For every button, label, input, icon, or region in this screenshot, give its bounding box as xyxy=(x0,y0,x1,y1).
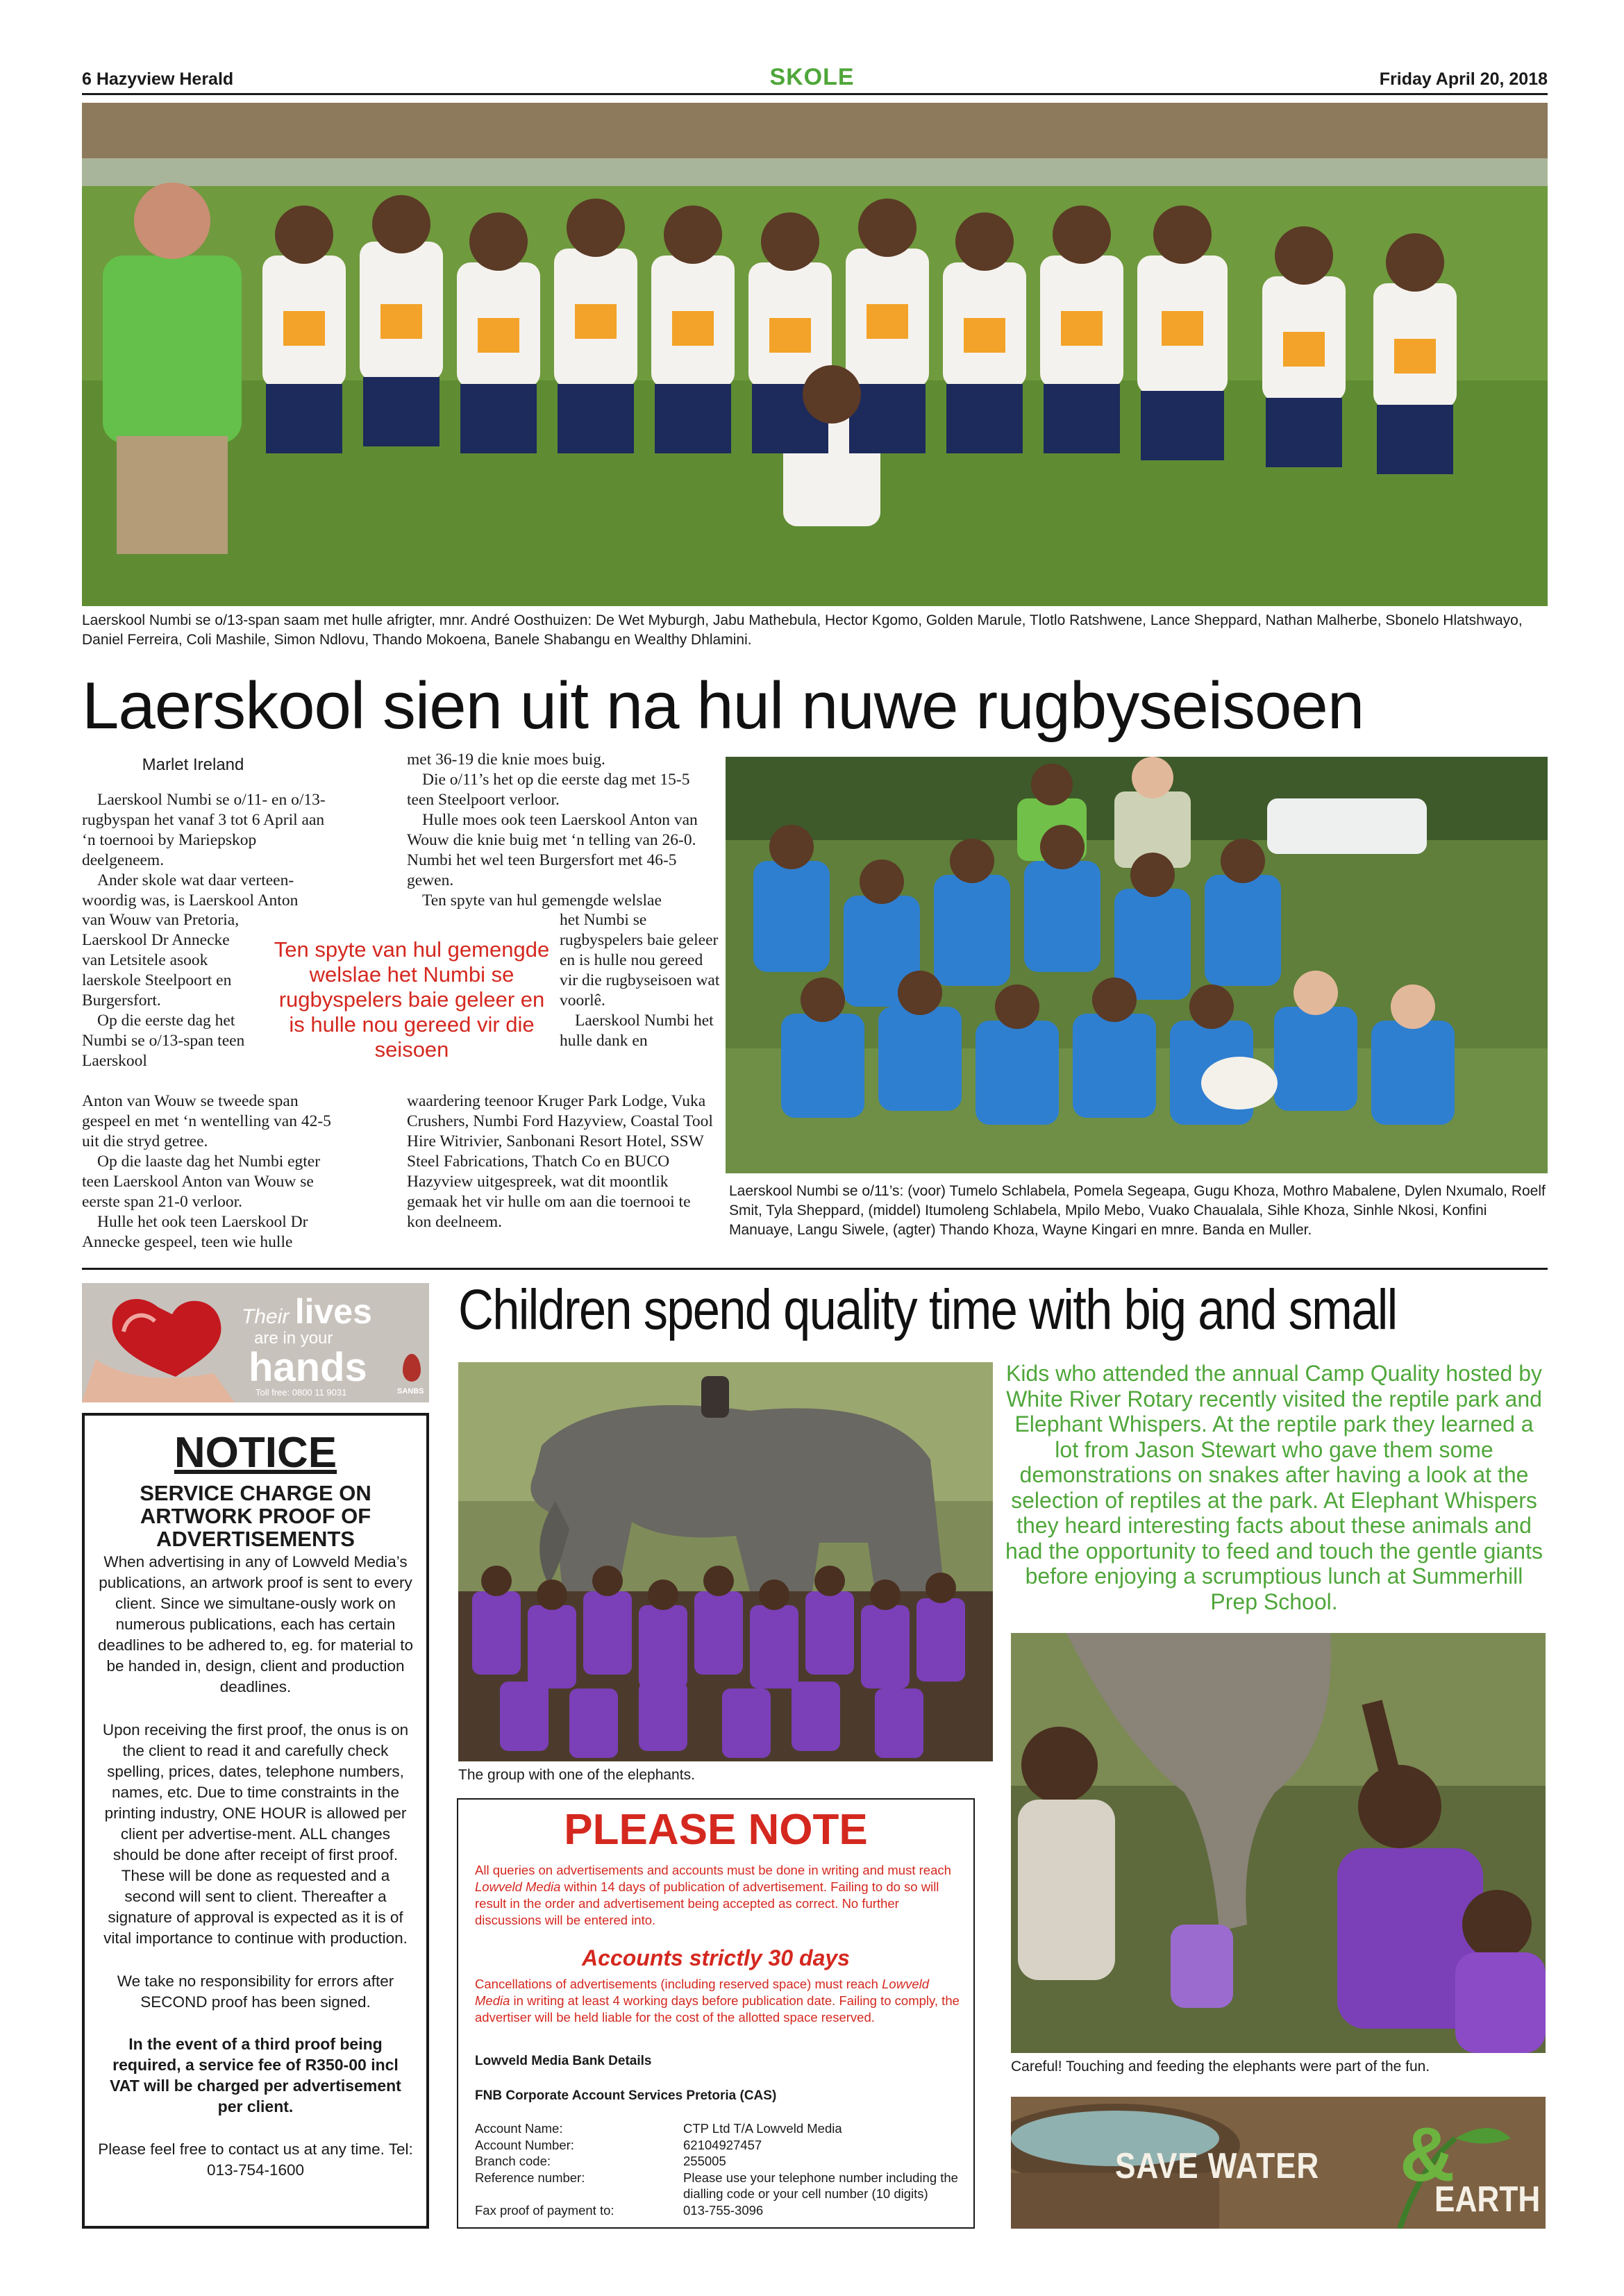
notice-paragraph: We take no responsibility for errors after SECOND proof has been signed. xyxy=(117,1972,394,2011)
top-photo-caption: Laerskool Numbi se o/13-span saam met hulle afrigter, mnr. André Oosthuizen: De Wet Myburgh, Jabu Mathebula, Hector Kgomo, Golden Marule, Tlotlo Ratshwene, Lance Sheppard, Nathan Malherbe, Sbonelo Hlatshwayo, Daniel Ferreira, Coli Mashile, Simon Ndlovu, Thando Mokoena, Banele Shabangu en Wealthy Dhlamini. xyxy=(82,612,1523,648)
elephant-group-caption: The group with one of the elephants. xyxy=(458,1767,695,1783)
lives-hands: hands xyxy=(249,1345,367,1390)
story-paragraph: met 36-19 die knie moes buig. xyxy=(407,751,605,769)
story-column-2-bottom xyxy=(407,1091,717,1232)
children-intro: Kids who attended the annual Camp Quality hosted by White River Rotary recently visited the reptile park and Elephant Whispers. At the reptile park they learned a lot from Jason Stewart who gave them some demonstrations on snakes after having a look at the selection of reptiles at the park. At Elephant Whispers they heard interesting facts about these animals and had the opportunity to feed and touch the gentle giants before enjoying a scrumptious lunch at Summerhill Prep School. xyxy=(1005,1361,1543,1614)
story-paragraph: Ten spyte van hul gemengde welslae xyxy=(422,891,662,910)
elephant-feeding-caption: Careful! Touching and feeding the elephants were part of the fun. xyxy=(1011,2059,1430,2075)
sanbs-logo-text: SANBS xyxy=(397,1387,424,1396)
lives-word-lives: lives xyxy=(294,1292,372,1331)
page-folio: 6 Hazyview Herald xyxy=(82,69,234,89)
save-water-text: SAVE WATER xyxy=(1115,2146,1320,2186)
story-paragraph: Op die laaste dag het Numbi egter teen Laerskool Anton van Wouw se eerste span 21-0 verloor. xyxy=(82,1153,321,1211)
story-column-1-bottom xyxy=(82,1091,332,1252)
accounts-heading: Accounts strictly 30 days xyxy=(582,1945,850,1970)
blood-drop-icon xyxy=(403,1354,421,1382)
u11-team-photo xyxy=(726,757,1548,1173)
bank-row: Account Number: 62104927457 xyxy=(475,2137,762,2152)
bank-row: Branch code: 255005 xyxy=(475,2154,726,2168)
story-column-1-top xyxy=(82,790,332,911)
children-headline: Children spend quality time with big and small xyxy=(458,1278,1397,1341)
rugby-team-photo xyxy=(82,103,1548,606)
u11-photo-caption: Laerskool Numbi se o/11’s: (voor) Tumelo Schlabela, Pomela Segeapa, Gugu Khoza, Mothro Mabalene, Dylen Nxumalo, Roelf Smit, Tyla Sheppard, (middel) Itumoleng Schlabela, Mpilo Mebo, Vuako Chaualala, Sihle Khoza, Sinhle Nkosi, Konfini Manuaye, Langu Siwele, (agter) Thando Khoza, Wayne Kingari en mnre. Banda en Muller. xyxy=(729,1183,1546,1238)
ampersand: & xyxy=(1400,2112,1455,2197)
pull-quote: Ten spyte van hul gemengde welslae het Numbi se rugbyspelers baie geleer en is hulle nou gereed vir die seisoen xyxy=(274,937,550,1062)
notice-fee-paragraph: In the event of a third proof being required, a service fee of R350-00 incl VAT will be charged per advertisement per client. xyxy=(110,2035,401,2115)
story-paragraph: Anton van Wouw se tweede span gespeel en met ‘n wentelling van 42-5 uit die stryd getree. xyxy=(82,1092,331,1150)
story-column-2-narrow xyxy=(560,910,721,1051)
story-paragraph: van Wouw van Pretoria, Laerskool Dr Annecke van Letsitele asook laerskole Steelpoort en Burgersfort. xyxy=(82,911,240,1009)
story-paragraph: Ander skole wat daar verteen-woordig was, is Laerskool Anton xyxy=(82,871,299,910)
story-column-2-top xyxy=(407,750,717,911)
lives-line2: are in your xyxy=(254,1329,333,1348)
notice-contact: Please feel free to contact us at any time. Tel: 013-754-1600 xyxy=(98,2140,413,2179)
bank-row: Reference number: Please use your telephone number including the dialling code or your cell number (10 digits) xyxy=(475,2170,958,2201)
please-note-cancellations: Cancellations of advertisements (including reserved space) must reach Lowveld Media in writing at least 4 working days before publication date. Failing to comply, the advertiser will be held liable for the cost of the allotted space reserved. xyxy=(475,1977,960,2025)
notice-subtitle: SERVICE CHARGE ON ARTWORK PROOF OF ADVERTISEMENTS xyxy=(140,1481,371,1551)
earth-text: EARTH xyxy=(1434,2179,1541,2220)
section-title: SKOLE xyxy=(769,64,855,90)
story-column-1-narrow xyxy=(82,910,246,1071)
issue-date: Friday April 20, 2018 xyxy=(1379,69,1548,89)
lives-word-their: Their xyxy=(242,1305,295,1328)
notice-paragraph: Upon receiving the first proof, the onus is on the client to read it and carefully check spelling, prices, dates, telephone numbers, names, etc. Due to time constraints in the printing industry, ONE HOUR is allowed per client per advertise-ment. ALL changes should be done after receipt of first proof. These will be done as requested and a second will sent to client. Thereafter a signature of approval is expected as it is of vital importance to continue with production. xyxy=(102,1721,409,1947)
notice-box xyxy=(82,1413,429,2229)
story-paragraph: het Numbi se rugbyspelers baie geleer en is hulle nou gereed vir die rugbyseisoen wat voorlê. xyxy=(560,911,720,1009)
story-paragraph: Hulle het ook teen Laerskool Dr Annecke gespeel, teen wie hulle xyxy=(82,1213,308,1251)
story-paragraph: Op die eerste dag het Numbi se o/13-span teen Laerskool xyxy=(82,1012,245,1070)
please-note-title: PLEASE NOTE xyxy=(564,1806,868,1854)
header-rule xyxy=(82,93,1548,95)
elephant-feeding-photo xyxy=(1011,1633,1546,2053)
rugby-headline: Laerskool sien uit na hul nuwe rugbyseisoen xyxy=(82,669,1364,743)
story-paragraph: Hulle moes ook teen Laerskool Anton van Wouw die knie buig met ‘n telling van 26-0. Numbi het wel teen Burgersfort met 46-5 gewen. xyxy=(407,811,698,889)
story-paragraph: Laerskool Numbi het hulle dank en xyxy=(560,1012,714,1050)
blood-donation-ad xyxy=(82,1283,429,1402)
section-divider xyxy=(82,1268,1548,1270)
bank-details-table xyxy=(475,2120,975,2218)
bank-heading: Lowveld Media Bank Details xyxy=(475,2054,652,2068)
elephant-group-photo xyxy=(458,1362,993,1761)
byline: Marlet Ireland xyxy=(142,755,244,774)
lives-tollfree: Toll free: 0800 11 9031 xyxy=(256,1387,347,1398)
bank-row: Account Name: CTP Ltd T/A Lowveld Media xyxy=(475,2121,842,2136)
save-water-ad xyxy=(1011,2097,1546,2229)
notice-title: NOTICE xyxy=(174,1429,337,1477)
story-paragraph: Die o/11’s het op die eerste dag met 15-5 teen Steelpoort verloor. xyxy=(407,771,690,809)
bank-row: Fax proof of payment to: 013-755-3096 xyxy=(475,2202,764,2218)
please-note-queries: All queries on advertisements and accounts must be done in writing and must reach Lowveld Media within 14 days of publication of advertisement. Failing to do so will result in the order and advertisement being accepted as correct. No further discussions will be entered into. xyxy=(475,1863,951,1927)
story-paragraph: Laerskool Numbi se o/11- en o/13-rugbyspan het vanaf 3 tot 6 April aan ‘n toernooi by Mariepskop deelgeneem. xyxy=(82,791,326,869)
bank-sub-heading: FNB Corporate Account Services Pretoria (CAS) xyxy=(475,2088,777,2103)
notice-paragraph: When advertising in any of Lowveld Media’s publications, an artwork proof is sent to every client. Since we simultane-ously work on numerous publications, each has certain deadlines to be adhered to, eg. for material to be handed in, design, client and production deadlines. xyxy=(97,1553,414,1695)
story-paragraph: waardering teenoor Kruger Park Lodge, Vuka Crushers, Numbi Ford Hazyview, Coastal Tool Hire Witrivier, Sanbonani Resort Hotel, SSW Steel Fabrications, Thatch Co en BUCO Hazyview uitgespreek, wat dit moontlik gemaak het vir hulle om aan die toernooi te kon deelneem. xyxy=(407,1092,713,1231)
